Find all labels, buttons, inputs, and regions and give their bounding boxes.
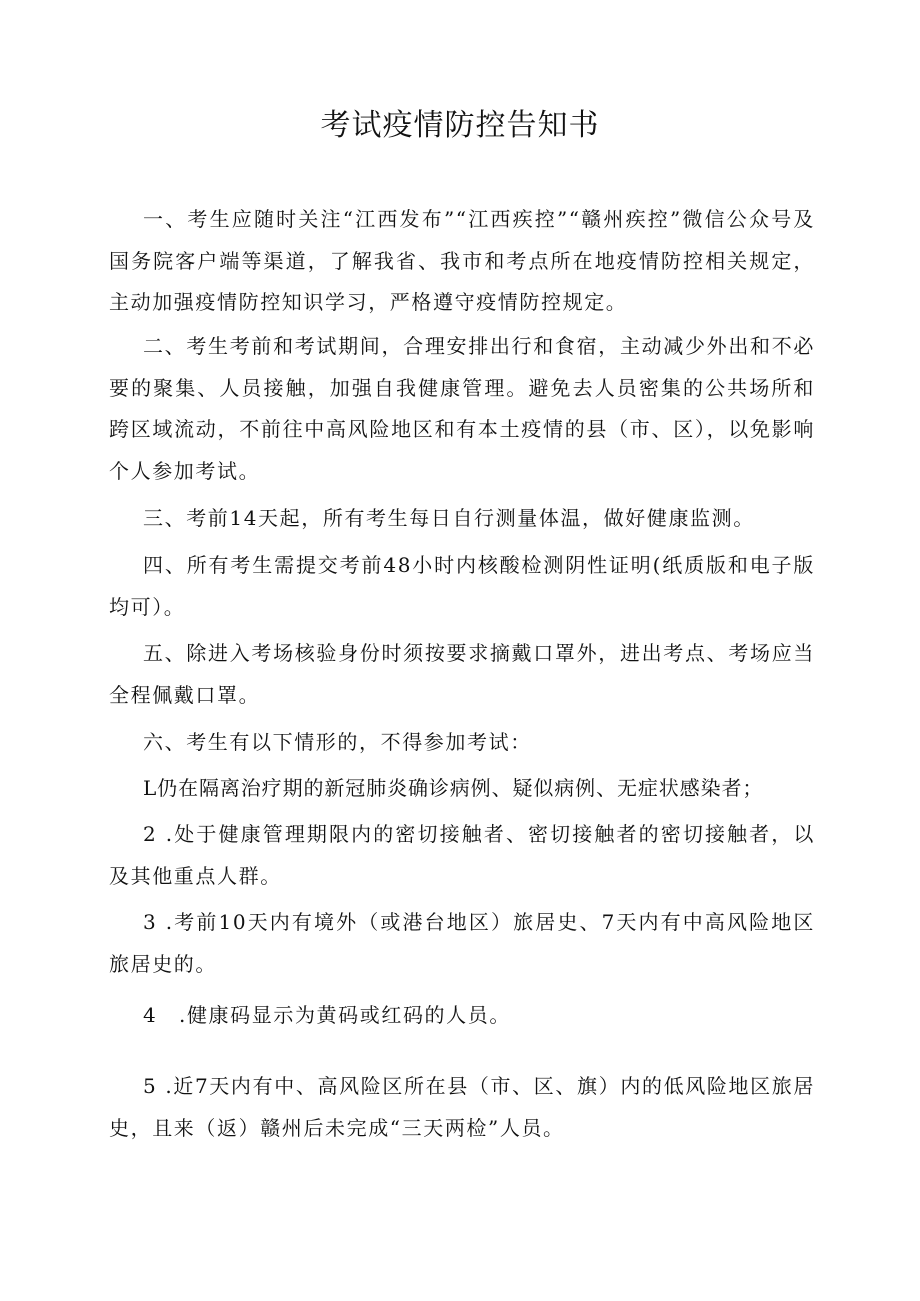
paragraph-2: 二、考生考前和考试期间，合理安排出行和食宿，主动减少外出和不必要的聚集、人员接触，加强自我健康管理。避免去人员密集的公共场所和跨区域流动，不前往中高风险地区和有本土疫情的县（市、区），以免影响个人参加考试。 — [109, 334, 815, 483]
list-item-4 — [109, 995, 815, 1037]
paragraph-4: 四、所有考生需提交考前48小时内核酸检测阴性证明(纸质版和电子版均可）。 — [109, 553, 815, 619]
list-item-5: 5 .近7天内有中、高风险区所在县（市、区、旗）内的低风险地区旅居史，且来（返）赣州后未完成“三天两检”人员。 — [109, 1074, 815, 1140]
list-item-4-number: 4 — [143, 1003, 158, 1027]
paragraph-3: 三、考前14天起，所有考生每日自行测量体温，做好健康监测。 — [143, 506, 755, 530]
list-item-2: 2 .处于健康管理期限内的密切接触者、密切接触者的密切接触者，以及其他重点人群。 — [109, 822, 815, 888]
list-item-1: L仍在隔离治疗期的新冠肺炎确诊病例、疑似病例、无症状感染者； — [143, 776, 764, 800]
paragraph-6: 六、考生有以下情形的，不得参加考试： — [143, 730, 532, 754]
paragraph-5: 五、除进入考场核验身份时须按要求摘戴口罩外，进出考点、考场应当全程佩戴口罩。 — [109, 641, 815, 707]
paragraph-1: 一、考生应随时关注“江西发布”“江西疾控”“赣州疾控”微信公众号及国务院客户端等渠道，了解我省、我市和考点所在地疫情防控相关规定，主动加强疫情防控知识学习，严格遵守疫情防控规定。 — [109, 207, 815, 314]
list-item-4-text: .健康码显示为黄码或红码的人员。 — [179, 1003, 511, 1027]
list-item-3: 3 .考前10天内有境外（或港台地区）旅居史、7天内有中高风险地区旅居史的。 — [109, 910, 815, 976]
page-title: 考试疫情防控告知书 — [320, 108, 600, 143]
